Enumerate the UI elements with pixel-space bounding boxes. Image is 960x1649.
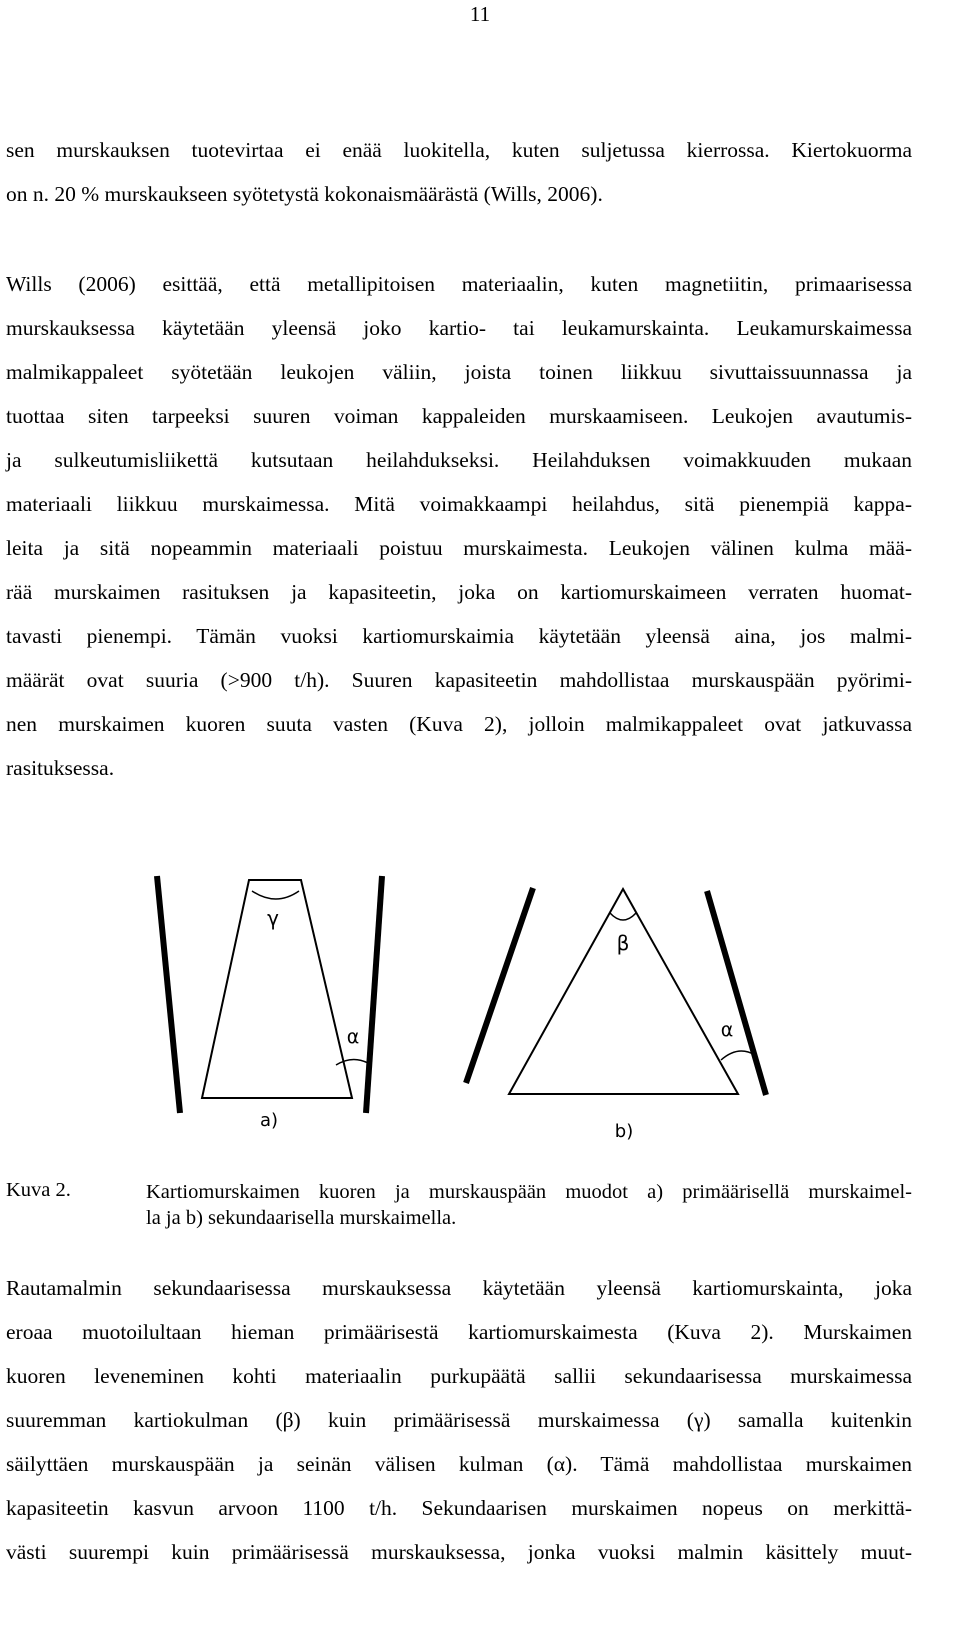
sub-label-a: a) <box>259 1110 279 1131</box>
angle-arc-alpha-b <box>721 1051 755 1060</box>
mantle-wall-right-a <box>366 876 382 1113</box>
text-line: materiaali liikkuu murskaimessa. Mitä voimakkaampi heilahdus, sitä pienempiä kappa- <box>6 492 912 516</box>
paragraph-3 <box>6 1266 912 1574</box>
alpha-label-b: α <box>720 1019 734 1041</box>
text-line: leita ja sitä nopeammin materiaali poistuu murskaimesta. Leukojen välinen kulma mää- <box>6 536 912 560</box>
text-line: västi suurempi kuin primäärisessä murskauksessa, jonka vuoksi malmin käsittely muut- <box>6 1540 912 1564</box>
mantle-wall-left-a <box>157 876 180 1113</box>
sub-label-b: b) <box>614 1121 634 1142</box>
text-line: kuoren leveneminen kohti materiaalin purkupäätä sallii sekundaarisessa murskaimessa <box>6 1364 912 1388</box>
text-line: suuremman kartiokulman (β) kuin primäärisessä murskaimessa (γ) samalla kuitenkin <box>6 1408 912 1432</box>
text-line: säilyttäen murskauspään ja seinän välisen kulman (α). Tämä mahdollistaa murskaimen <box>6 1452 912 1476</box>
beta-label: β <box>616 931 630 955</box>
mantle-wall-right-b <box>707 891 766 1095</box>
text-line: tuottaa siten tarpeeksi suuren voiman kappaleiden murskaamiseen. Leukojen avautumis- <box>6 404 912 428</box>
text-line: Rautamalmin sekundaarisessa murskauksessa käytetään yleensä kartiomurskainta, joka <box>6 1276 912 1300</box>
figure-caption-label: Kuva 2. <box>6 1179 71 1201</box>
panel-b <box>466 888 766 1142</box>
text-line: murskauksessa käytetään yleensä joko kartio- tai leukamurskainta. Leukamurskaimessa <box>6 316 912 340</box>
text-line: kapasiteetin kasvun arvoon 1100 t/h. Sekundaarisen murskaimen nopeus on merkittä- <box>6 1496 912 1520</box>
page-number: 11 <box>469 2 491 26</box>
text-line: rasituksessa. <box>6 756 115 780</box>
paragraph-2 <box>6 262 912 790</box>
text-line: määrät ovat suuria (>900 t/h). Suuren kapasiteetin mahdollistaa murskauspään pyörimi- <box>6 668 912 692</box>
caption-line: Kartiomurskaimen kuoren ja murskauspään muodot a) primäärisellä murskaimel- <box>146 1181 912 1203</box>
alpha-label-a: α <box>346 1026 360 1048</box>
text-line: tavasti pienempi. Tämän vuoksi kartiomurskaimia käytetään yleensä aina, jos malmi- <box>6 624 912 648</box>
text-line: nen murskaimen kuoren suuta vasten (Kuva 2), jolloin malmikappaleet ovat jatkuvassa <box>6 712 912 736</box>
gamma-label: γ <box>267 906 279 930</box>
figure-caption <box>146 1179 912 1231</box>
caption-line: la ja b) sekundaarisella murskaimella. <box>146 1207 457 1229</box>
panel-a <box>157 876 382 1131</box>
angle-arc-alpha-a <box>336 1059 368 1065</box>
text-line: sen murskauksen tuotevirtaa ei enää luokitella, kuten suljetussa kierrossa. Kiertokuorma <box>6 138 912 162</box>
angle-arc-gamma <box>252 891 299 899</box>
angle-arc-beta <box>610 913 636 920</box>
text-line: Wills (2006) esittää, että metallipitoisen materiaalin, kuten magnetiitin, primaarisessa <box>6 272 912 296</box>
text-line: rää murskaimen rasituksen ja kapasiteetin, joka on kartiomurskaimeen verraten huomat- <box>6 580 912 604</box>
text-line: malmikappaleet syötetään leukojen väliin, joista toinen liikkuu sivuttaissuunnassa ja <box>6 360 912 384</box>
mantle-wall-left-b <box>466 888 533 1083</box>
text-line: on n. 20 % murskaukseen syötetystä kokonaismäärästä (Wills, 2006). <box>6 182 603 206</box>
text-line: ja sulkeutumisliikettä kutsutaan heilahdukseksi. Heilahduksen voimakkuuden mukaan <box>6 448 912 472</box>
paragraph-1 <box>6 128 912 216</box>
crusher-shape-figure <box>0 860 960 1160</box>
text-line: eroaa muotoilultaan hieman primäärisestä kartiomurskaimesta (Kuva 2). Murskaimen <box>6 1320 912 1344</box>
